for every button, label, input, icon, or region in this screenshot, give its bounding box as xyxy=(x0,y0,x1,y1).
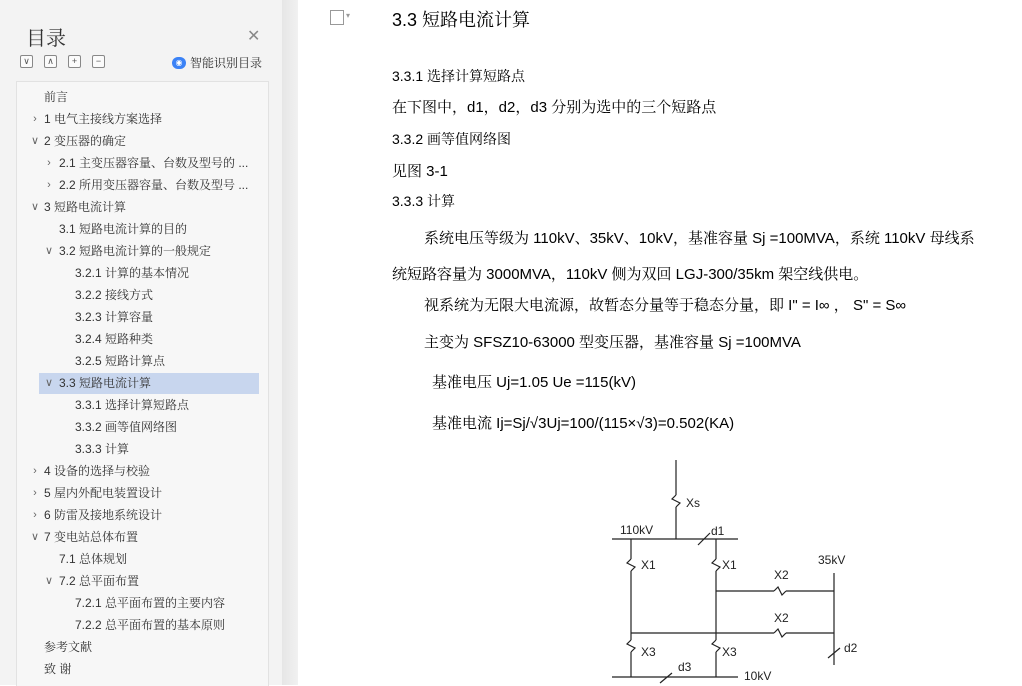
label-xs: Xs xyxy=(686,496,701,510)
toc-item-label: 致 谢 xyxy=(44,662,72,676)
toc-item-label: 4 设备的选择与校验 xyxy=(44,464,151,478)
paragraph-2: 见图 3-1 xyxy=(392,163,448,180)
toc-item[interactable] xyxy=(17,549,266,570)
toc-item[interactable] xyxy=(17,659,266,680)
toc-item-label: 7.2.1 总平面布置的主要内容 xyxy=(75,596,226,610)
toc-item-label: 1 电气主接线方案选择 xyxy=(44,112,163,126)
toc-item[interactable] xyxy=(17,285,266,306)
chevron-right-icon[interactable]: › xyxy=(33,509,37,521)
remove-level-icon[interactable]: − xyxy=(92,55,105,68)
toc-item[interactable] xyxy=(17,461,266,482)
chevron-right-icon[interactable]: › xyxy=(33,487,37,499)
paragraph-1: 在下图中，d1，d2，d3 分别为选中的三个短路点 xyxy=(392,99,717,116)
toc-item[interactable] xyxy=(17,571,266,592)
label-bus-110kv: 110kV xyxy=(620,523,654,537)
chevron-down-icon[interactable]: ∨ xyxy=(44,245,54,257)
add-level-icon[interactable]: + xyxy=(68,55,81,68)
toc-item[interactable] xyxy=(17,505,266,526)
document-icon[interactable] xyxy=(330,10,344,25)
heading-3-3-3: 3.3.3 计算 xyxy=(392,193,456,209)
label-bus-10kv: 10kV xyxy=(744,669,772,683)
toc-item-label: 7.1 总体规划 xyxy=(59,552,128,566)
equivalent-network-diagram xyxy=(598,455,878,685)
formula-base-current: 基准电流 Ij=Sj/√3Uj=100/(115×√3)=0.502(KA) xyxy=(432,415,735,432)
toc-item-label: 7 变电站总体布置 xyxy=(44,530,139,544)
heading-3-3-1: 3.3.1 选择计算短路点 xyxy=(392,68,526,84)
toc-item[interactable] xyxy=(17,351,266,372)
chevron-right-icon[interactable]: › xyxy=(47,157,51,169)
toc-item-label: 2.2 所用变压器容量、台数及型号 ... xyxy=(59,178,249,192)
collapse-all-icon[interactable]: ∧ xyxy=(44,55,57,68)
toc-item-label: 7.2 总平面布置 xyxy=(59,574,140,588)
label-x1-right: X1 xyxy=(722,558,737,572)
formula-base-voltage: 基准电压 Uj=1.05 Ue =115(kV) xyxy=(432,374,636,391)
toc-panel xyxy=(0,0,282,685)
toc-item-label: 3.2 短路电流计算的一般规定 xyxy=(59,244,212,258)
toc-item[interactable] xyxy=(17,87,266,108)
toc-item[interactable] xyxy=(17,417,266,438)
toc-title: 目录 xyxy=(26,28,66,50)
toc-item-label: 5 屋内外配电装置设计 xyxy=(44,486,163,500)
toc-item-label: 3.3 短路电流计算 xyxy=(59,376,152,390)
paragraph-4: 统短路容量为 3000MVA，110kV 侧为双回 LGJ-300/35km 架空线供电。 xyxy=(392,266,869,283)
label-x2-lower: X2 xyxy=(774,611,789,625)
toc-item[interactable] xyxy=(17,615,266,636)
toc-item-label: 3 短路电流计算 xyxy=(44,200,127,214)
toc-item[interactable] xyxy=(17,131,266,152)
toc-item[interactable] xyxy=(17,329,266,350)
toc-item-label: 参考文献 xyxy=(44,640,93,654)
toc-item-label: 3.2.2 接线方式 xyxy=(75,288,154,302)
chevron-down-icon[interactable]: ▾ xyxy=(346,11,351,20)
toc-item[interactable] xyxy=(17,109,266,130)
toc-item-label: 7.2.2 总平面布置的基本原则 xyxy=(75,618,226,632)
toc-list xyxy=(16,81,269,686)
toc-item[interactable] xyxy=(17,263,266,284)
close-icon[interactable]: ✕ xyxy=(247,28,261,45)
toc-item[interactable] xyxy=(17,527,266,548)
toc-item-label: 3.3.2 画等值网络图 xyxy=(75,420,178,434)
label-x2-upper: X2 xyxy=(774,568,789,582)
toc-item-label: 2 变压器的确定 xyxy=(44,134,127,148)
toc-item-label: 3.1 短路电流计算的目的 xyxy=(59,222,188,236)
label-d3: d3 xyxy=(678,660,692,674)
label-x3-left: X3 xyxy=(641,645,656,659)
section-title: 3.3 短路电流计算 xyxy=(392,10,531,30)
toc-item[interactable] xyxy=(17,439,266,460)
toc-item[interactable] xyxy=(17,483,266,504)
toc-item[interactable] xyxy=(17,197,266,218)
chevron-down-icon[interactable]: ∨ xyxy=(30,135,40,147)
label-d2: d2 xyxy=(844,641,858,655)
toc-item[interactable] xyxy=(17,307,266,328)
toc-item[interactable] xyxy=(17,395,266,416)
toc-item[interactable] xyxy=(17,175,266,196)
smart-toc-button[interactable] xyxy=(172,54,262,71)
paragraph-6: 主变为 SFSZ10-63000 型变压器，基准容量 Sj =100MVA xyxy=(424,334,801,351)
chevron-right-icon[interactable]: › xyxy=(47,179,51,191)
expand-all-icon[interactable]: ∨ xyxy=(20,55,33,68)
toc-item[interactable] xyxy=(17,241,266,262)
toc-item-label: 3.2.4 短路种类 xyxy=(75,332,154,346)
smart-toc-label: 智能识别目录 xyxy=(190,56,263,70)
toc-item-label: 3.3.3 计算 xyxy=(75,442,130,456)
toc-item[interactable] xyxy=(39,373,259,394)
chevron-down-icon[interactable]: ∨ xyxy=(44,377,54,389)
label-x1-left: X1 xyxy=(641,558,656,572)
chevron-right-icon[interactable]: › xyxy=(33,113,37,125)
toc-item-label: 2.1 主变压器容量、台数及型号的 ... xyxy=(59,156,249,170)
toc-item-label: 3.2.5 短路计算点 xyxy=(75,354,166,368)
toc-item[interactable] xyxy=(17,153,266,174)
paragraph-5: 视系统为无限大电流源，故暂态分量等于稳态分量，即 I" = I∞ ， S" = S∞ xyxy=(424,297,907,314)
chevron-down-icon[interactable]: ∨ xyxy=(44,575,54,587)
chevron-down-icon[interactable]: ∨ xyxy=(30,531,40,543)
label-d1: d1 xyxy=(711,524,725,538)
toc-item-label: 前言 xyxy=(44,90,69,104)
toc-item-label: 3.3.1 选择计算短路点 xyxy=(75,398,190,412)
toc-item-label: 3.2.1 计算的基本情况 xyxy=(75,266,190,280)
ai-icon: ◉ xyxy=(172,57,186,69)
toc-item-label: 6 防雷及接地系统设计 xyxy=(44,508,163,522)
paragraph-3: 系统电压等级为 110kV、35kV、10kV，基准容量 Sj =100MVA，系统 110kV 母线系 xyxy=(424,230,975,247)
toc-item[interactable] xyxy=(17,219,266,240)
label-bus-35kv: 35kV xyxy=(818,553,846,567)
label-x3-right: X3 xyxy=(722,645,737,659)
heading-3-3-2: 3.3.2 画等值网络图 xyxy=(392,131,512,147)
toc-scrollbar[interactable] xyxy=(282,0,298,685)
toc-item[interactable] xyxy=(17,593,266,614)
toc-item-label: 3.2.3 计算容量 xyxy=(75,310,154,324)
toc-item[interactable] xyxy=(17,637,266,658)
chevron-right-icon[interactable]: › xyxy=(33,465,37,477)
chevron-down-icon[interactable]: ∨ xyxy=(30,201,40,213)
